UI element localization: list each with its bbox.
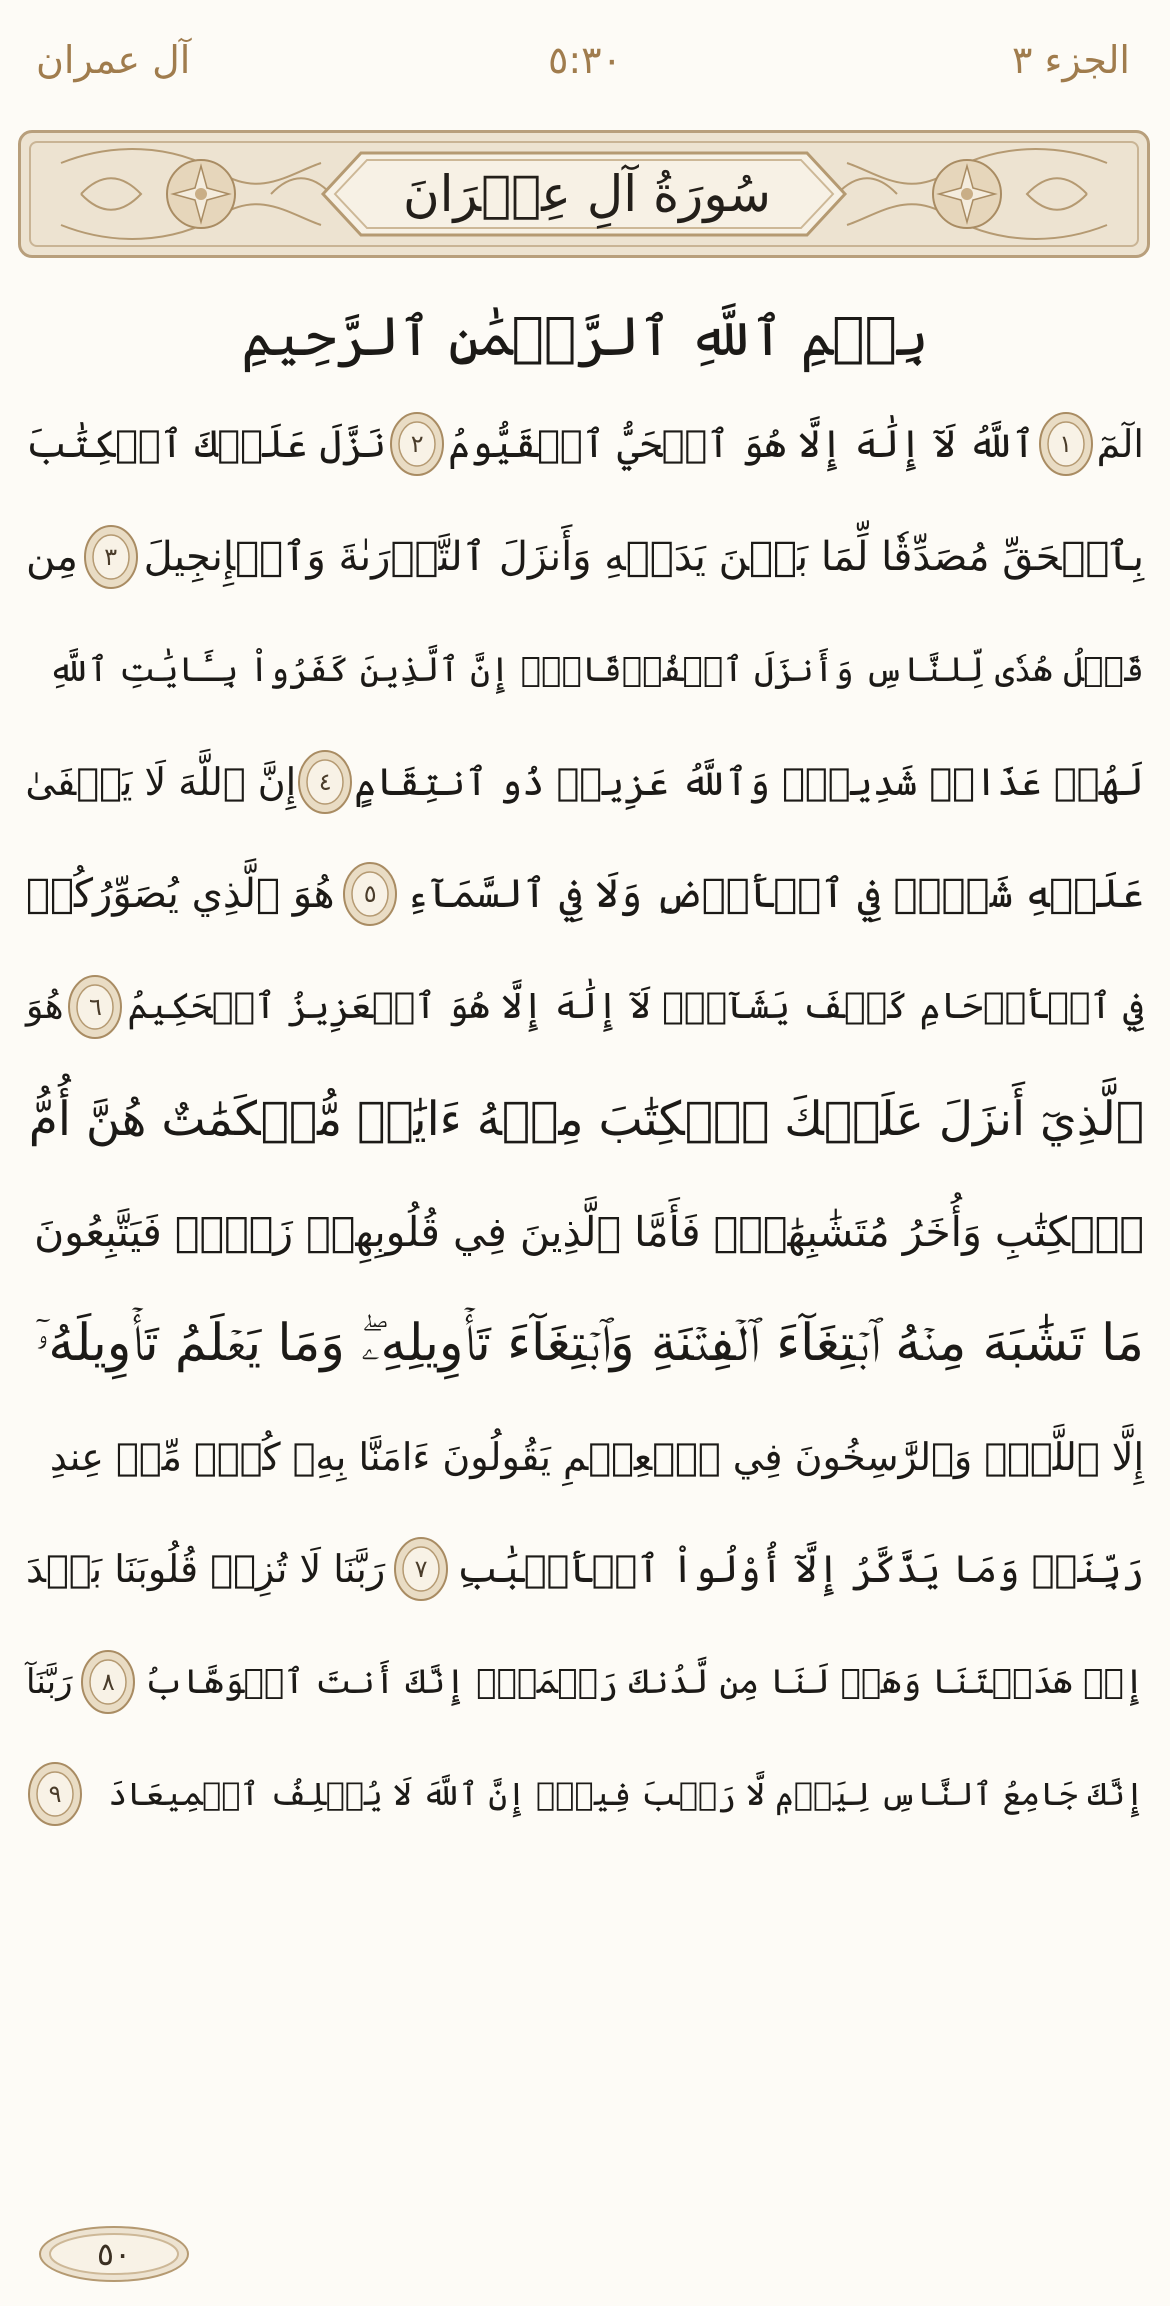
verse-text: رَبَّنَآ — [26, 1661, 73, 1702]
ayah-marker-icon[interactable] — [79, 1648, 137, 1716]
verse-line — [26, 1632, 1144, 1732]
ayah-number: ٧ — [414, 1555, 428, 1583]
ayah-marker-icon[interactable] — [66, 973, 124, 1041]
page-number-badge — [36, 2224, 192, 2284]
ayah-number: ٩ — [48, 1780, 62, 1808]
verse-line — [26, 844, 1144, 944]
page-number: ٥٠ — [96, 2235, 132, 2273]
clock-time: ٥:٣٠ — [547, 38, 623, 82]
ayah-marker-icon[interactable] — [392, 1535, 450, 1603]
verse-text: إِنَّ ٱللَّهَ لَا يَخۡفَىٰ — [25, 759, 297, 804]
ayah-number: ٤ — [318, 767, 332, 796]
ayah-number: ١ — [1059, 430, 1073, 458]
verse-text: فِي ٱلۡأَرۡحَامِ كَيۡفَ يَشَآءُۚ لَآ إِلَٰهَ إِلَّا هُوَ ٱلۡعَزِيزُ ٱلۡحَكِيمُ — [127, 986, 1144, 1027]
ayah-marker-icon[interactable] — [388, 410, 446, 478]
ayah-number: ٢ — [410, 430, 424, 458]
verse-text: قَبۡلُ هُدٗى لِّلنَّاسِ وَأَنزَلَ ٱلۡفُرۡقَانَۗ إِنَّ ٱلَّذِينَ كَفَرُواْ بِـَٔايَٰتِ ٱللَّهِ — [48, 649, 1144, 690]
verse-text: بِٱلۡحَقِّ مُصَدِّقٗا لِّمَا بَيۡنَ يَدَيۡهِ وَأَنزَلَ ٱلتَّوۡرَىٰةَ وَٱلۡإِنجِيلَ — [143, 533, 1144, 580]
surah-title: سُورَةُ آلِ عِمۡرَانَ — [402, 165, 772, 223]
verse-line — [26, 1519, 1144, 1619]
verse-text: لَهُمۡ عَذَابٞ شَدِيدٞۗ وَٱللَّهُ عَزِيزٞ ذُو ٱنتِقَامٍ — [354, 759, 1144, 804]
verse-text: مِن — [26, 533, 78, 580]
verse-line — [26, 957, 1144, 1057]
ayah-number: ٦ — [89, 992, 102, 1021]
verse-line — [26, 1182, 1144, 1282]
verse-line — [26, 1744, 1144, 1844]
basmala: بِسۡمِ ٱللَّهِ ٱلرَّحۡمَٰنِ ٱلرَّحِيمِ — [241, 305, 929, 368]
verse-text: نَزَّلَ عَلَيۡكَ ٱلۡكِتَٰبَ — [26, 422, 387, 466]
verse-text: ٱلۡكِتَٰبِ وَأُخَرُ مُتَشَٰبِهَٰتٞۖ فَأَمَّا ٱلَّذِينَ فِي قُلُوبِهِمۡ زَيۡغٞ فَيَتَّبِعُونَ — [34, 1207, 1144, 1256]
verse-line — [26, 1407, 1144, 1507]
verse-text: رَبَّنَا لَا تُزِغۡ قُلُوبَنَا بَعۡدَ — [26, 1547, 386, 1591]
verse-text: هُوَ ٱلَّذِي يُصَوِّرُكُمۡ — [26, 871, 335, 917]
verse-line — [26, 732, 1144, 832]
verse-text: عَلَيۡهِ شَيۡءٞ فِي ٱلۡأَرۡضِ وَلَا فِي ٱلسَّمَآءِ — [405, 871, 1144, 917]
verse-text: إِنَّكَ جَامِعُ ٱلنَّاسِ لِيَوۡمٖ لَّا رَيۡبَ فِيهِۚ إِنَّ ٱللَّهَ لَا يُخۡلِفُ ٱلۡمِيعَادَ — [108, 1775, 1144, 1813]
verse-text: إِذۡ هَدَيۡتَنَا وَهَبۡ لَنَا مِن لَّدُنكَ رَحۡمَةًۚ إِنَّكَ أَنتَ ٱلۡوَهَّابُ — [143, 1662, 1144, 1702]
verse-text: رَبِّنَاۗ وَمَا يَذَّكَّرُ إِلَّآ أُوْلُواْ ٱلۡأَلۡبَٰبِ — [456, 1547, 1144, 1591]
verse-line — [26, 1069, 1144, 1169]
top-bar — [0, 0, 1170, 130]
ayah-marker-icon[interactable] — [1037, 410, 1095, 478]
verse-line — [26, 619, 1144, 719]
surah-banner — [18, 130, 1150, 258]
surah-name-header: آل عمران — [36, 38, 191, 82]
verse-text: الٓمٓ — [1096, 422, 1144, 466]
verse-text: ٱلَّذِيٓ أَنزَلَ عَلَيۡكَ ٱلۡكِتَٰبَ مِنۡهُ ءَايَٰتٞ مُّحۡكَمَٰتٌ هُنَّ أُمُّ — [28, 1091, 1144, 1147]
ayah-number: ٣ — [104, 542, 118, 571]
ayah-number: ٨ — [101, 1667, 115, 1696]
verse-line — [26, 1294, 1144, 1394]
ayah-marker-icon[interactable] — [82, 523, 140, 591]
juz-label: الجزء ٣ — [1011, 38, 1130, 82]
verse-text: إِلَّا ٱللَّهُۗ وَٱلرَّٰسِخُونَ فِي ٱلۡعِلۡمِ يَقُولُونَ ءَامَنَّا بِهِۦ كُلّٞ مِّنۡ عِندِ — [49, 1434, 1144, 1479]
ayah-marker-icon[interactable] — [296, 748, 354, 816]
ayah-marker-icon[interactable] — [26, 1760, 84, 1828]
verse-text: ٱللَّهُ لَآ إِلَٰهَ إِلَّا هُوَ ٱلۡحَيُّ ٱلۡقَيُّومُ — [448, 422, 1035, 466]
ayah-number: ٥ — [363, 880, 377, 908]
verse-text: هُوَ — [26, 986, 64, 1027]
verse-text: مَا تَشَٰبَهَ مِنۡهُ ٱبۡتِغَآءَ ٱلۡفِتۡنَةِ وَٱبۡتِغَآءَ تَأۡوِيلِهِۦۖ وَمَا يَعۡلَمُ تَأۡوِيلَهُۥٓ — [35, 1314, 1144, 1373]
verse-line — [26, 507, 1144, 607]
ayah-marker-icon[interactable] — [341, 860, 399, 928]
verse-line — [26, 394, 1144, 494]
